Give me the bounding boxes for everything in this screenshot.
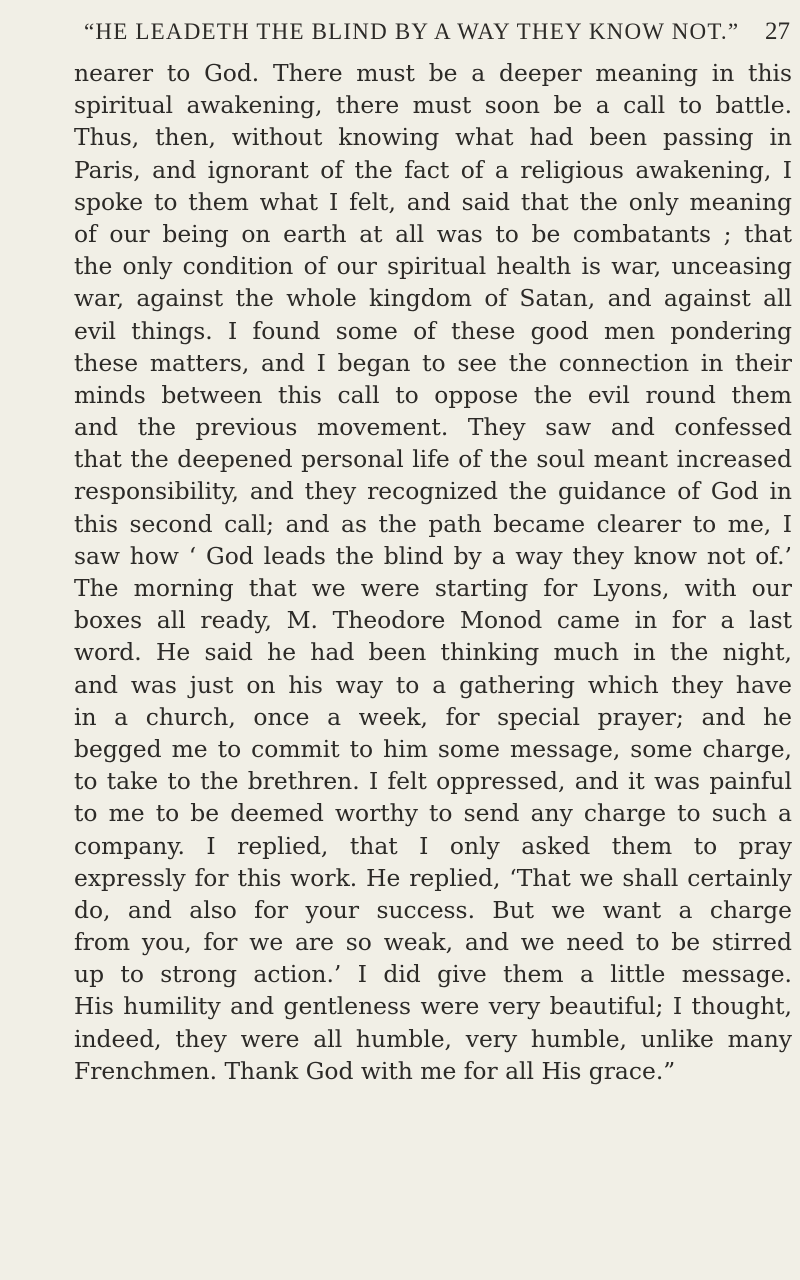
text-line: in a church, once a week, for special prayer; and he bbox=[74, 702, 792, 731]
running-head-title: “HE LEADETH THE BLIND BY A WAY THEY KNOW NOT.” bbox=[84, 19, 740, 44]
text-line: spoke to them what I felt, and said that the only meaning bbox=[74, 187, 792, 216]
text-line: and was just on his way to a gathering which they have bbox=[74, 670, 792, 699]
text-line: evil things. I found some of these good men pondering bbox=[74, 316, 792, 345]
text-line: His humility and gentleness were very beautiful; I thought, bbox=[74, 992, 792, 1021]
text-line: these matters, and I began to see the connection in their bbox=[74, 348, 792, 377]
running-head bbox=[84, 18, 790, 54]
body-text bbox=[74, 57, 792, 1087]
page-number: 27 bbox=[765, 18, 790, 45]
text-line: begged me to commit to him some message, some charge, bbox=[74, 734, 792, 763]
text-line: this second call; and as the path became clearer to me, I bbox=[74, 509, 792, 538]
text-line: boxes all ready, M. Theodore Monod came in for a last bbox=[74, 606, 792, 635]
text-line: war, against the whole kingdom of Satan, and against all bbox=[74, 284, 792, 313]
text-line: spiritual awakening, there must soon be a call to battle. bbox=[74, 91, 792, 120]
text-line: Thus, then, without knowing what had been passing in bbox=[74, 123, 792, 152]
text-line: minds between this call to oppose the evil round them bbox=[74, 380, 792, 409]
text-line: of our being on earth at all was to be combatants ; that bbox=[74, 219, 792, 248]
text-line: to take to the brethren. I felt oppressed, and it was painful bbox=[74, 767, 792, 796]
text-line: do, and also for your success. But we want a charge bbox=[74, 895, 792, 924]
text-line: that the deepened personal life of the soul meant increased bbox=[74, 445, 792, 474]
text-line: and the previous movement. They saw and confessed bbox=[74, 413, 792, 442]
text-line: to me to be deemed worthy to send any charge to such a bbox=[74, 799, 792, 828]
text-line: word. He said he had been thinking much in the night, bbox=[74, 638, 792, 667]
text-line: Frenchmen. Thank God with me for all His grace.” bbox=[74, 1056, 676, 1085]
text-line: company. I replied, that I only asked them to pray bbox=[74, 831, 792, 860]
text-line: from you, for we are so weak, and we need to be stirred bbox=[74, 928, 792, 957]
text-line: up to strong action.’ I did give them a little message. bbox=[74, 960, 792, 989]
text-line: Paris, and ignorant of the fact of a religious awakening, I bbox=[74, 155, 792, 184]
text-line: The morning that we were starting for Lyons, with our bbox=[74, 574, 792, 602]
text-line: expressly for this work. He replied, ‘That we shall certainly bbox=[74, 863, 792, 892]
text-line: responsibility, and they recognized the guidance of God in bbox=[74, 477, 792, 506]
text-line: nearer to God. There must be a deeper meaning in this bbox=[74, 59, 792, 87]
text-line: indeed, they were all humble, very humble, unlike many bbox=[74, 1024, 792, 1053]
text-line: saw how ‘ God leads the blind by a way they know not of.’ bbox=[74, 541, 792, 570]
text-line: the only condition of our spiritual health is war, unceasing bbox=[74, 252, 792, 281]
